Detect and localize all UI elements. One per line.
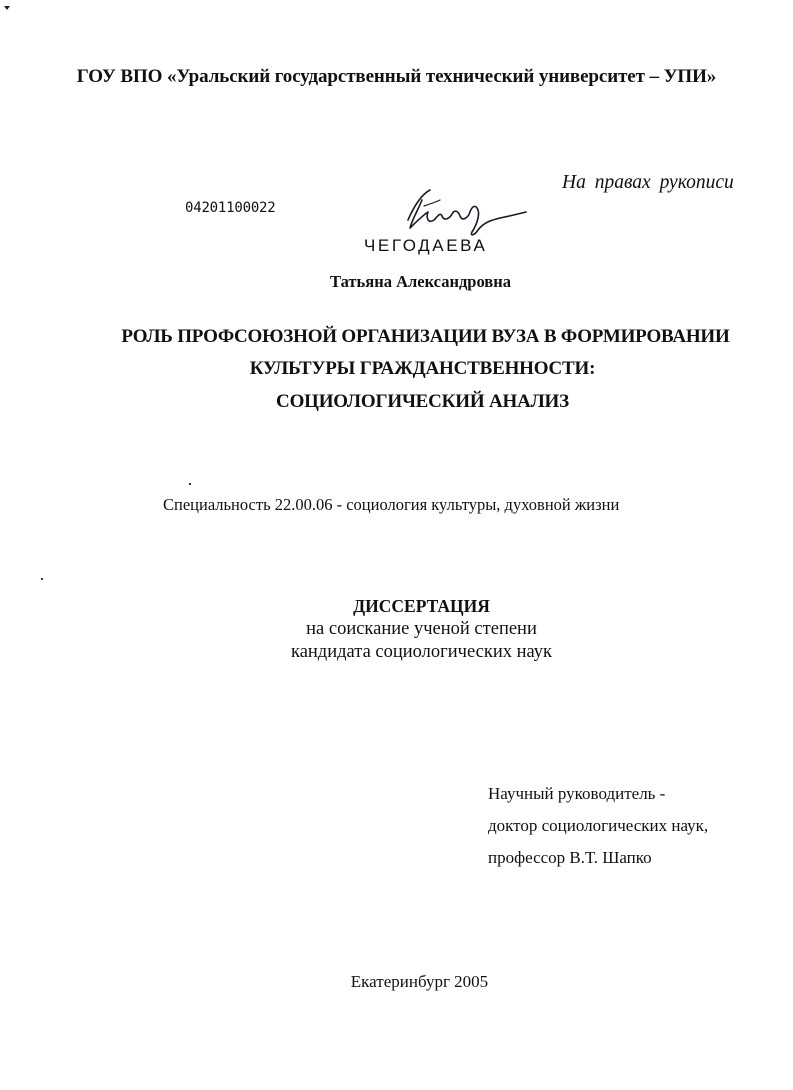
university-header: ГОУ ВПО «Уральский государственный технический университет – УПИ» <box>76 66 717 87</box>
specialty-line: Специальность 22.00.06 - социология культуры, духовной жизни <box>163 495 620 514</box>
dissertation-degree-line: на соискание ученой степени <box>306 619 537 639</box>
thesis-title-line-3: СОЦИОЛОГИЧЕСКИЙ АНАЛИЗ <box>276 391 569 412</box>
scan-corner-mark <box>4 6 10 10</box>
supervisor-name: профессор В.Т. Шапко <box>488 848 652 867</box>
city-year: Екатеринбург 2005 <box>350 972 489 991</box>
dissertation-field-line: кандидата социологических наук <box>290 642 553 662</box>
scan-speck <box>189 483 191 485</box>
rights-note: На правах рукописи <box>562 172 734 193</box>
supervisor-label: Научный руководитель - <box>488 784 666 803</box>
author-surname: ЧЕГОДАЕВА <box>364 236 488 255</box>
document-number: 04201100022 <box>185 200 276 216</box>
author-name: Татьяна Александровна <box>330 272 511 291</box>
handwritten-signature <box>400 186 530 238</box>
dissertation-heading: ДИССЕРТАЦИЯ <box>353 596 490 616</box>
thesis-title-line-2: КУЛЬТУРЫ ГРАЖДАНСТВЕННОСТИ: <box>249 358 596 379</box>
supervisor-degree: доктор социологических наук, <box>488 816 709 835</box>
thesis-title-line-1: РОЛЬ ПРОФСОЮЗНОЙ ОРГАНИЗАЦИИ ВУЗА В ФОРМИРОВАНИИ <box>121 326 730 347</box>
scan-speck <box>41 578 43 580</box>
